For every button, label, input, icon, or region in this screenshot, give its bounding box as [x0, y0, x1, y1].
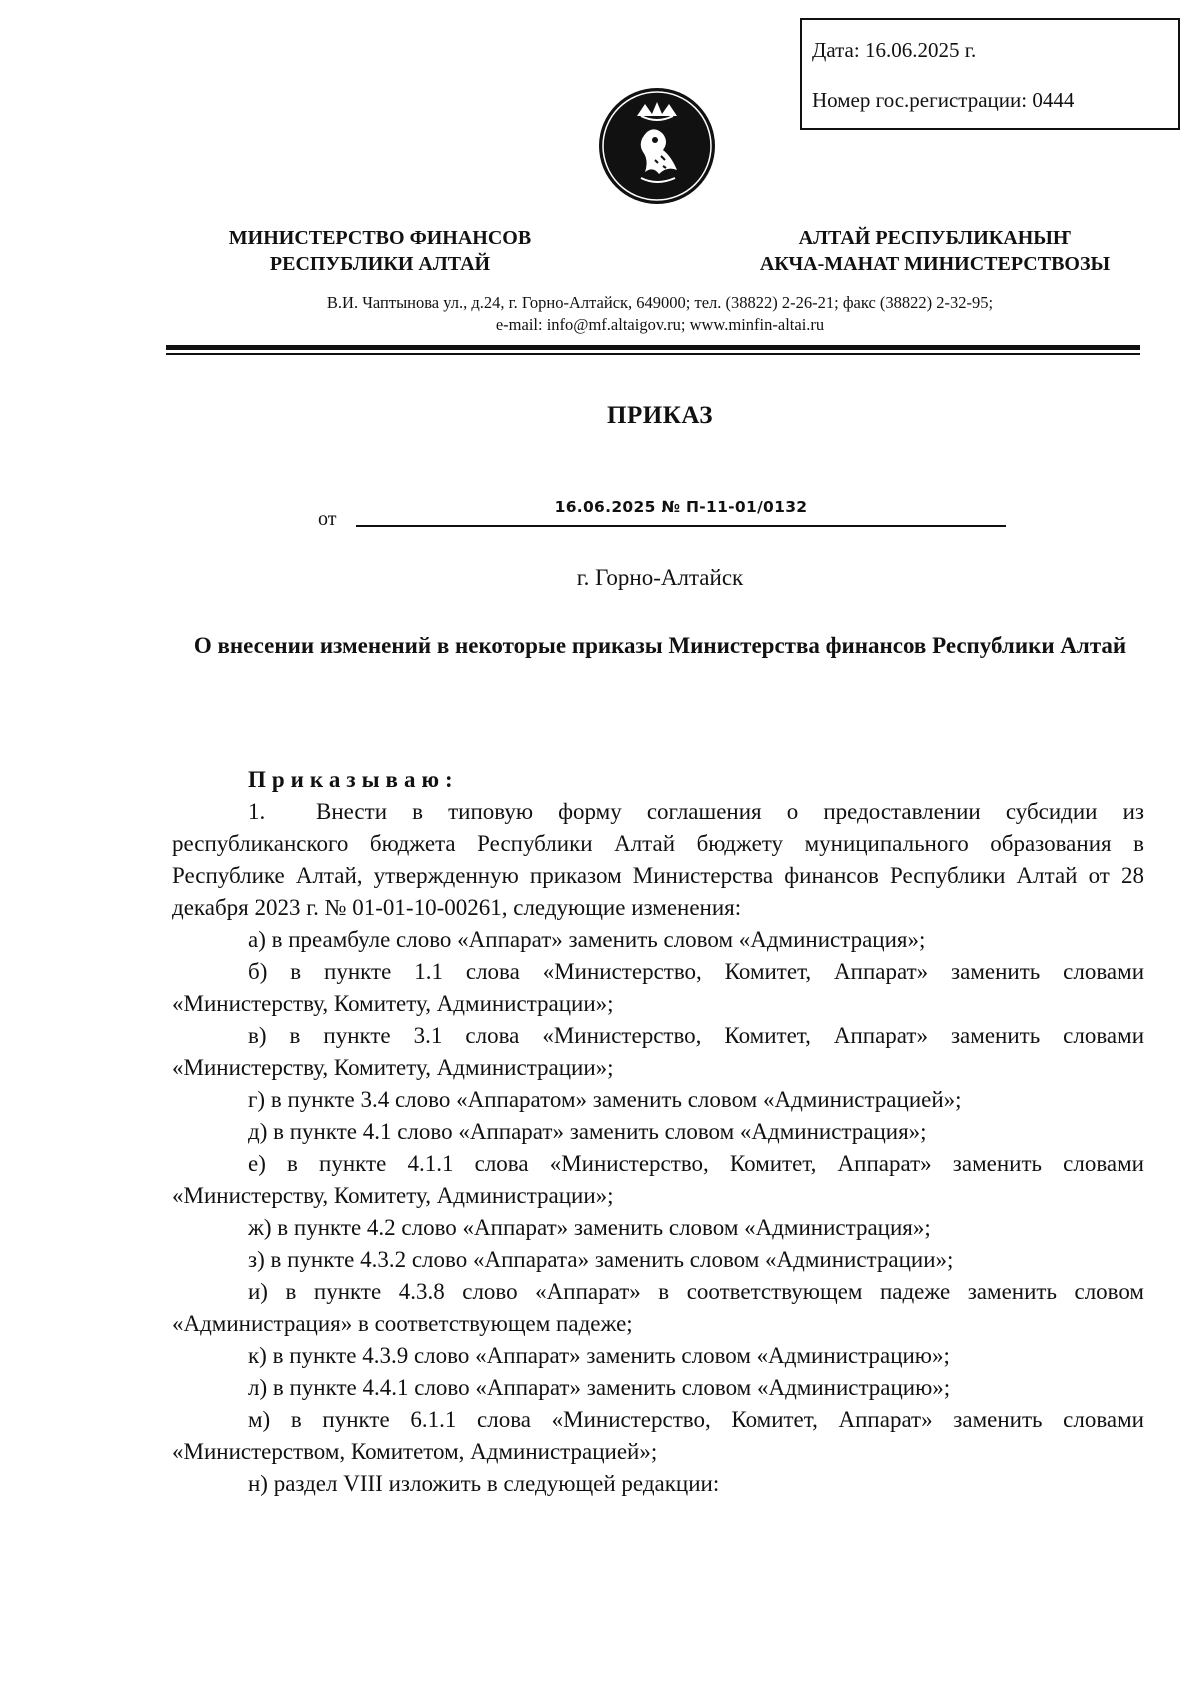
item-1-number: 1. — [248, 799, 266, 824]
document-subject: О внесении изменений в некоторые приказы Министерства финансов Республики Алтай — [193, 633, 1127, 658]
header-divider-thin — [166, 353, 1140, 355]
stamp-date-label: Дата: — [812, 38, 860, 62]
document-city: г. Горно-Алтайск — [576, 565, 744, 590]
subitem-n: н) раздел VIII изложить в следующей редакции: — [248, 1471, 720, 1496]
subitem-k: к) в пункте 4.3.9 слово «Аппарат» заменить словом «Администрацию»; — [248, 1343, 950, 1368]
order-heading: Приказываю: — [248, 767, 459, 792]
contact-web: e-mail: info@mf.altaigov.ru; www.minfin-altai.ru — [495, 315, 825, 334]
stamp-date-value: 16.06.2025 г. — [864, 38, 977, 62]
ministry-name-russian — [200, 225, 560, 277]
subitem-z: з) в пункте 4.3.2 слово «Аппарата» заменить словом «Администрации»; — [248, 1247, 954, 1272]
subitem-g: г) в пункте 3.4 слово «Аппаратом» заменить словом «Администрацией»; — [248, 1087, 962, 1112]
ministry-name-alt-line1: АЛТАЙ РЕСПУБЛИКАНЫҤ — [798, 227, 1072, 249]
document-number-underline — [356, 525, 1006, 527]
subitem-i: и) в пункте 4.3.8 слово «Аппарат» в соответствующем падеже заменить словом «Администрация» в соответствующем падеже; — [172, 1279, 1144, 1336]
ministry-name-alt-line2: АКЧА-МАНАТ МИНИСТЕРСТВОЗЫ — [759, 253, 1111, 275]
subitem-a: а) в преамбуле слово «Аппарат» заменить словом «Администрация»; — [248, 927, 926, 952]
stamp-date — [812, 38, 976, 63]
contact-info — [160, 292, 1160, 336]
date-from-label: от — [318, 508, 337, 530]
stamp-reg-label: Номер гос.регистрации: — [812, 88, 1028, 112]
item-1-text: Внести в типовую форму соглашения о предоставлении субсидии из республиканского бюджета Республики Алтай бюджету муниципального образования в Республике Алтай, утвержденную приказом Министерства финансов Республики Алтай от 28 декабря 2023 г. № 01-01-10-00261, следующие изменения: — [172, 799, 1144, 920]
document-number: 16.06.2025 № П-11-01/0132 — [554, 498, 808, 516]
document-body — [172, 764, 1144, 1500]
registration-stamp — [800, 18, 1180, 130]
subitem-e: е) в пункте 4.1.1 слова «Министерство, Комитет, Аппарат» заменить словами «Министерству, Комитету, Администрации»; — [172, 1151, 1144, 1208]
subitem-b: б) в пункте 1.1 слова «Министерство, Комитет, Аппарат» заменить словами «Министерству, Комитету, Администрации»; — [172, 959, 1144, 1016]
subitem-zh: ж) в пункте 4.2 слово «Аппарат» заменить словом «Администрация»; — [248, 1215, 931, 1240]
ministry-name-altai — [715, 225, 1155, 277]
header-divider-thick — [166, 345, 1140, 350]
altai-republic-emblem-icon — [597, 86, 717, 206]
item-1 — [172, 796, 1144, 924]
document-title: ПРИКАЗ — [607, 402, 713, 429]
ministry-name-ru-line1: МИНИСТЕРСТВО ФИНАНСОВ — [228, 227, 532, 249]
stamp-registration — [812, 88, 1074, 113]
subitem-v: в) в пункте 3.1 слова «Министерство, Комитет, Аппарат» заменить словами «Министерству, Комитету, Администрации»; — [172, 1023, 1144, 1080]
subitem-m: м) в пункте 6.1.1 слова «Министерство, Комитет, Аппарат» заменить словами «Министерством, Комитетом, Администрацией»; — [172, 1407, 1144, 1464]
contact-address: В.И. Чаптынова ул., д.24, г. Горно-Алтайск, 649000; тел. (38822) 2-26-21; факс (38822) 2-32-95; — [326, 293, 994, 312]
ministry-name-ru-line2: РЕСПУБЛИКИ АЛТАЙ — [269, 253, 491, 275]
subitem-d: д) в пункте 4.1 слово «Аппарат» заменить словом «Администрация»; — [248, 1119, 927, 1144]
subitem-l: л) в пункте 4.4.1 слово «Аппарат» заменить словом «Администрацию»; — [248, 1375, 951, 1400]
stamp-reg-value: 0444 — [1032, 88, 1075, 112]
